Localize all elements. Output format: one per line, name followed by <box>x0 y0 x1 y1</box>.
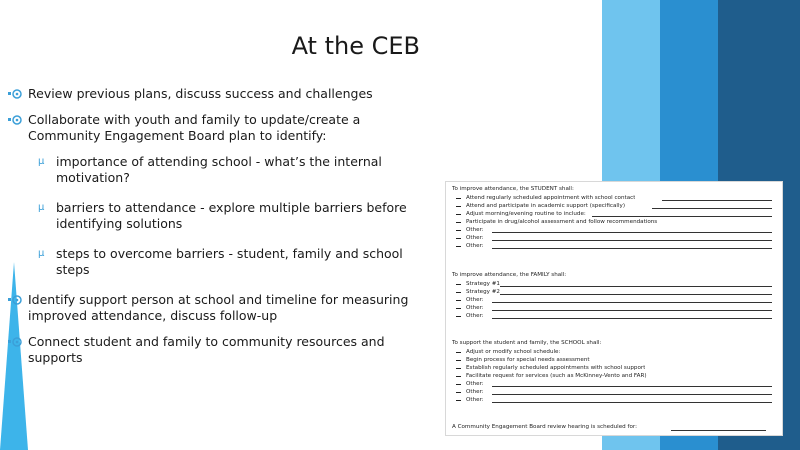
form-row-text: Strategy #1 <box>466 281 500 287</box>
fill-line <box>492 248 772 249</box>
bullet-text: Review previous plans, discuss success and challenges <box>28 86 373 101</box>
footer-text: A Community Engagement Board review hearing is scheduled for: <box>452 424 637 430</box>
checkbox-line <box>456 284 461 285</box>
bullet-icon <box>8 114 22 126</box>
school-section <box>452 339 776 404</box>
bullet-item <box>8 334 428 366</box>
fill-line <box>652 208 772 209</box>
checkbox-line <box>456 206 461 207</box>
ceb-plan-form-image <box>445 181 783 436</box>
form-row-text: Other: <box>466 243 484 249</box>
sub-bullet-marker: µ <box>38 156 45 167</box>
form-row <box>452 242 776 250</box>
fill-line <box>492 240 772 241</box>
checkbox-line <box>456 368 461 369</box>
form-row <box>452 304 776 312</box>
checkbox-line <box>456 214 461 215</box>
form-row <box>452 380 776 388</box>
checkbox-line <box>456 308 461 309</box>
checkbox-line <box>456 376 461 377</box>
checkbox-line <box>456 198 461 199</box>
form-row <box>452 296 776 304</box>
fill-line <box>492 232 772 233</box>
bullet-item <box>8 86 428 102</box>
fill-line <box>671 430 766 431</box>
bullet-text: Collaborate with youth and family to update/create a Community Engagement Board plan to identify: <box>28 112 361 143</box>
fill-line <box>492 310 772 311</box>
form-row <box>452 312 776 320</box>
fill-line <box>492 318 772 319</box>
form-row-text: Adjust morning/evening routine to include: <box>466 211 586 217</box>
bullet-text: Connect student and family to community resources and supports <box>28 334 385 365</box>
form-row <box>452 202 776 210</box>
slide-title: At the CEB <box>291 32 420 60</box>
form-row <box>452 396 776 404</box>
form-row <box>452 226 776 234</box>
form-row-text: Other: <box>466 227 484 233</box>
checkbox-line <box>456 292 461 293</box>
bullet-list <box>8 86 428 376</box>
bullet-text: Identify support person at school and timeline for measuring improved attendance, discuss follow-up <box>28 292 409 323</box>
form-row <box>452 218 776 226</box>
form-row-text: Strategy #2 <box>466 289 500 295</box>
checkbox-line <box>456 384 461 385</box>
family-section-header: To improve attendance, the FAMILY shall: <box>452 272 567 278</box>
form-row-text: Establish regularly scheduled appointments with school support <box>466 365 646 371</box>
checkbox-line <box>456 300 461 301</box>
form-row-text: Other: <box>466 381 484 387</box>
form-row-text: Other: <box>466 305 484 311</box>
form-row <box>452 356 776 364</box>
sub-bullet-text: barriers to attendance - explore multiple barriers before identifying solutions <box>56 200 407 231</box>
sub-bullet-item <box>8 154 428 186</box>
form-row <box>452 234 776 242</box>
fill-line <box>492 402 772 403</box>
checkbox-line <box>456 392 461 393</box>
form-row <box>452 210 776 218</box>
fill-line <box>500 286 772 287</box>
form-row-text: Adjust or modify school schedule: <box>466 349 561 355</box>
bullet-icon <box>8 88 22 100</box>
form-row <box>452 372 776 380</box>
review-hearing-footer <box>452 423 776 432</box>
sub-bullet-item <box>8 200 428 232</box>
form-row-text: Other: <box>466 313 484 319</box>
checkbox-line <box>456 352 461 353</box>
form-row-text: Other: <box>466 297 484 303</box>
form-row-text: Other: <box>466 235 484 241</box>
fill-line <box>592 216 772 217</box>
checkbox-line <box>456 238 461 239</box>
form-row-text: Participate in drug/alcohol assessment and follow recommendations <box>466 219 658 225</box>
form-row-text: Attend and participate in academic support (specifically) <box>466 203 626 209</box>
bullet-item <box>8 292 428 324</box>
student-section <box>452 185 776 250</box>
form-row <box>452 194 776 202</box>
fill-line <box>492 394 772 395</box>
student-section-header: To improve attendance, the STUDENT shall: <box>452 186 574 192</box>
form-row <box>452 280 776 288</box>
checkbox-line <box>456 316 461 317</box>
form-row <box>452 388 776 396</box>
fill-line <box>492 302 772 303</box>
checkbox-line <box>456 400 461 401</box>
sub-bullet-marker: µ <box>38 202 45 213</box>
sub-bullet-marker: µ <box>38 248 45 259</box>
form-row-text: Facilitate request for services (such as McKinney-Vento and FAR) <box>466 373 647 379</box>
family-section <box>452 271 776 320</box>
sub-bullet-item <box>8 246 428 278</box>
checkbox-line <box>456 246 461 247</box>
fill-line <box>500 294 772 295</box>
sub-bullet-text: steps to overcome barriers - student, family and school steps <box>56 246 403 277</box>
form-row <box>452 348 776 356</box>
form-row-text: Other: <box>466 389 484 395</box>
form-row-text: Attend regularly scheduled appointment with school contact <box>466 195 636 201</box>
fill-line <box>492 386 772 387</box>
bullet-item <box>8 112 428 144</box>
checkbox-line <box>456 230 461 231</box>
bullet-icon <box>8 336 22 348</box>
form-row <box>452 364 776 372</box>
school-section-header: To support the student and family, the SCHOOL shall: <box>452 340 602 346</box>
checkbox-line <box>456 360 461 361</box>
form-row-text: Begin process for special needs assessment <box>466 357 590 363</box>
form-row-text: Other: <box>466 397 484 403</box>
bullet-icon <box>8 294 22 306</box>
form-row <box>452 288 776 296</box>
sub-bullet-text: importance of attending school - what’s the internal motivation? <box>56 154 382 185</box>
fill-line <box>662 200 772 201</box>
checkbox-line <box>456 222 461 223</box>
